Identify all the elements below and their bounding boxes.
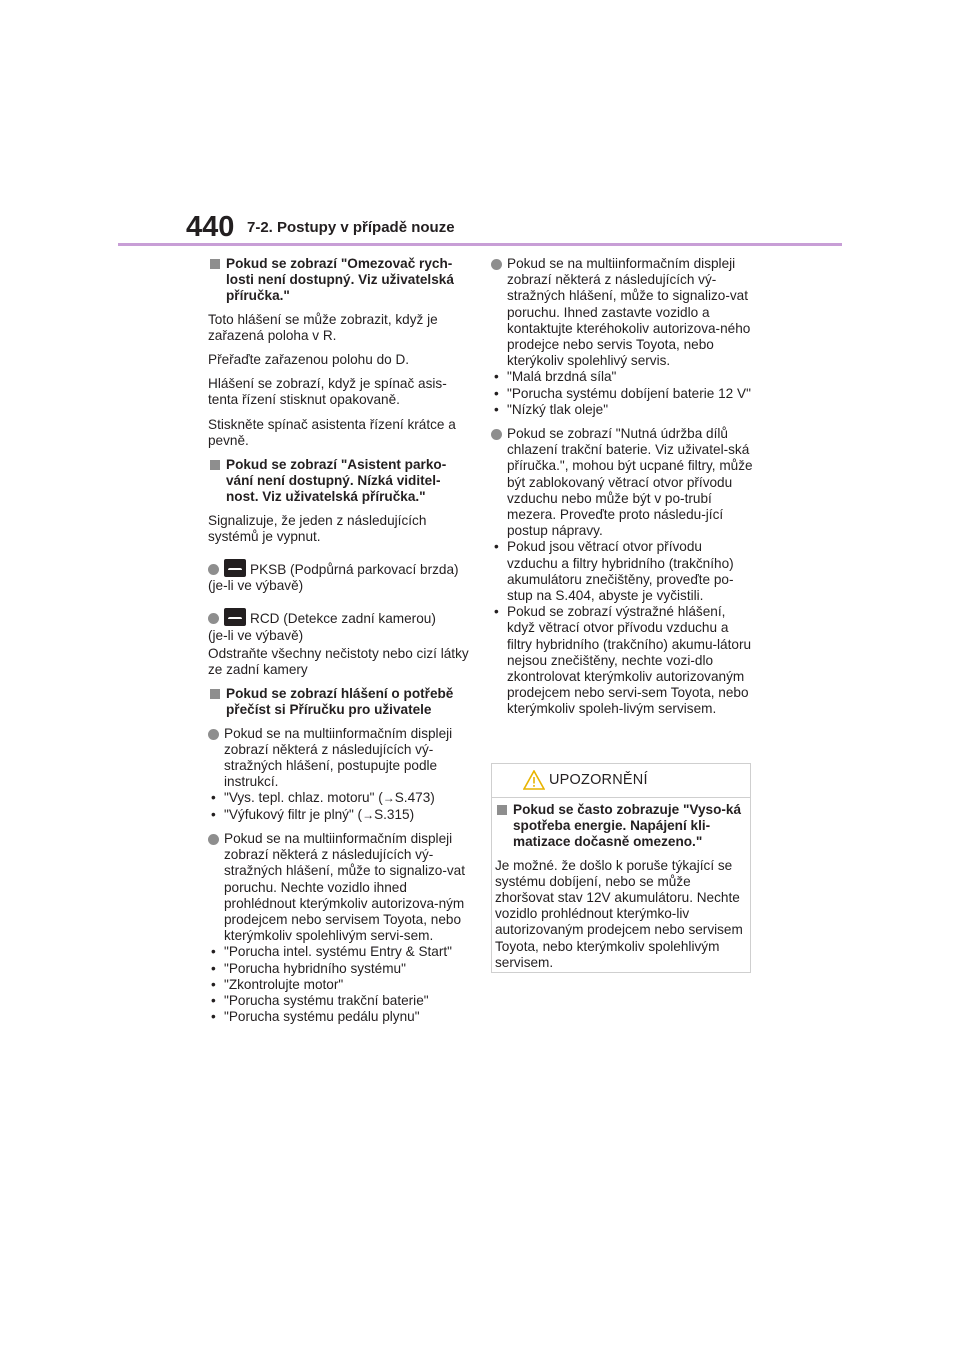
header-rule (118, 243, 842, 246)
list-item: • "Porucha hybridního systému" (208, 961, 470, 977)
section-heading: Pokud se zobrazí "Asistent parko-vání není dostupný. Nízká viditel-nost. Viz uživatelská příručka." (208, 457, 470, 506)
left-column (208, 256, 470, 1033)
section-heading: Pokud se zobrazí hlášení o potřebě přečíst si Příručku pro uživatele (208, 686, 470, 718)
warning-triangle-icon (523, 770, 545, 790)
car-parking-icon (224, 559, 246, 577)
square-bullet-icon (210, 460, 220, 470)
paragraph: Stiskněte spínač asistenta řízení krátce a pevně. (208, 416, 456, 448)
right-column (491, 256, 753, 726)
list-item: • "Zkontrolujte motor" (208, 977, 470, 993)
list-item: • Pokud se zobrazí výstražné hlášení, když větrací otvor přívodu vzduchu a filtry hybridního (trakčního) akumu-látoru nejsou znečištěny, nechte vozi-dlo zkontrolovat kterýmkoliv autorizovaným prodejcem nebo servi-sem Toyota, nebo kterýmkoliv spoleh-livým servisem. (491, 604, 753, 717)
paragraph: Je možné. že došlo k poruše týkající se systému dobíjení, nebo se může zhoršovat stav 12V akumulátoru. Nechte vozidlo prohlédnout kterýmko-liv autorizovaným prodejcem nebo servisem Toyota, nebo kterýmkoliv spolehlivým servisem. (495, 857, 743, 970)
list-item: PKSB (Podpůrná parkovací brzda) (je-li ve výbavě) (208, 559, 470, 594)
paragraph: Odstraňte všechny nečistoty nebo cizí látky ze zadní kamery (208, 645, 469, 678)
warning-title: UPOZORNĚNÍ (549, 772, 648, 788)
section-heading: Pokud se zobrazí "Omezovač rych-losti není dostupný. Viz uživatelská příručka." (208, 256, 470, 305)
list-item: • Pokud jsou větrací otvor přívodu vzduchu a filtry hybridního (trakčního) akumulátoru znečištěny, proveďte po-stup na S.404, abyste je vyčistili. (491, 539, 753, 604)
arrow-icon: → (362, 807, 375, 822)
circle-bullet-icon (208, 564, 219, 575)
chapter-title: 7-2. Postupy v případě nouze (247, 219, 455, 236)
page-number: 440 (186, 211, 235, 243)
list-item: • "Porucha intel. systému Entry & Start" (208, 944, 470, 960)
list-item: • "Malá brzdná síla" (491, 369, 753, 385)
warning-body (495, 802, 743, 979)
paragraph: Přeřaďte zařazenou polohu do D. (208, 352, 410, 368)
list-item: Pokud se na multiinformačním displeji zobrazí některá z následujících vý-stražných hlášení, postupujte podle instrukcí. • "Vys. tepl. chlaz. motoru" (→S.473) • "Výfukový filtr je plný" (→S.315) (208, 726, 470, 823)
arrow-icon: → (382, 791, 395, 806)
circle-bullet-icon (491, 429, 502, 440)
list-item: • "Porucha systému pedálu plynu" (208, 1009, 470, 1025)
circle-bullet-icon (208, 613, 219, 624)
list-item: • "Nízký tlak oleje" (491, 402, 753, 418)
list-item: • "Výfukový filtr je plný" (→S.315) (208, 807, 470, 823)
square-bullet-icon (210, 689, 220, 699)
square-bullet-icon (210, 259, 220, 269)
section-heading: Pokud se často zobrazuje "Vyso-ká spotřeba energie. Napájení kli-matizace dočasně omezeno." (495, 802, 743, 851)
list-item: Pokud se na multiinformačním displeji zobrazí některá z následujících vý-stražných hlášení, může to signalizo-vat poruchu. Ihned zastavte vozidlo a kontaktujte kteréhokoliv autorizova-ného prodejce nebo servis Toyota, nebo kterýkoliv spolehlivý servis. • "Malá brzdná síla" • "Porucha systému dobíjení baterie 12 V" • "Nízký tlak oleje" (491, 256, 753, 418)
list-item: • "Porucha systému trakční baterie" (208, 993, 470, 1009)
list-item: • "Porucha systému dobíjení baterie 12 V" (491, 386, 753, 402)
list-item: Pokud se na multiinformačním displeji zobrazí některá z následujících vý-stražných hlášení, může to signalizo-vat poruchu. Nechte vozidlo ihned prohlédnout kterýmkoliv autorizova-ným prodejcem nebo servisem Toyota, nebo kterýmkoliv spolehlivým servi-sem. • "Porucha intel. systému Entry & Start" • "Porucha hybridního systému" • "Zkontrolujte motor" • "Porucha systému trakční baterie" • "Porucha systému pedálu plynu" (208, 831, 470, 1025)
circle-bullet-icon (208, 729, 219, 740)
square-bullet-icon (497, 805, 507, 815)
paragraph: Hlášení se zobrazí, když je spínač asis-tenta řízení stisknut opakovaně. (208, 376, 447, 408)
divider (492, 797, 750, 798)
list-item: Pokud se zobrazí "Nutná údržba dílů chlazení trakční baterie. Viz uživatel-ská příručka.", mohou být ucpané filtry, může být zablokovaný větrací otvor přívodu vzduchu nebo může být v po-trubí mezera. Proveďte proto následu-jící postup nápravy. • Pokud jsou větrací otvor přívodu vzduchu a filtry hybridního (trakčního) akumulátoru znečištěny, proveďte po-stup na S.404, abyste je vyčistili. • Pokud se zobrazí výstražné hlášení, když větrací otvor přívodu vzduchu a filtry hybridního (trakčního) akumu-látoru nejsou znečištěny, nechte vozi-dlo zkontrolovat kterýmkoliv autorizovaným prodejcem nebo servi-sem Toyota, nebo kterýmkoliv spoleh-livým servisem. (491, 426, 753, 718)
circle-bullet-icon (208, 834, 219, 845)
warning-header (492, 764, 750, 797)
paragraph: Signalizuje, že jeden z následujících systémů je vypnut. (208, 512, 427, 544)
warning-box (491, 763, 751, 973)
paragraph: Toto hlášení se může zobrazit, když je zařazená poloha v R. (208, 311, 438, 343)
car-rear-camera-icon (224, 608, 246, 626)
list-item: • "Vys. tepl. chlaz. motoru" (→S.473) (208, 790, 470, 806)
list-item: RCD (Detekce zadní kamerou) (je-li ve výbavě) (208, 608, 470, 643)
circle-bullet-icon (491, 259, 502, 270)
